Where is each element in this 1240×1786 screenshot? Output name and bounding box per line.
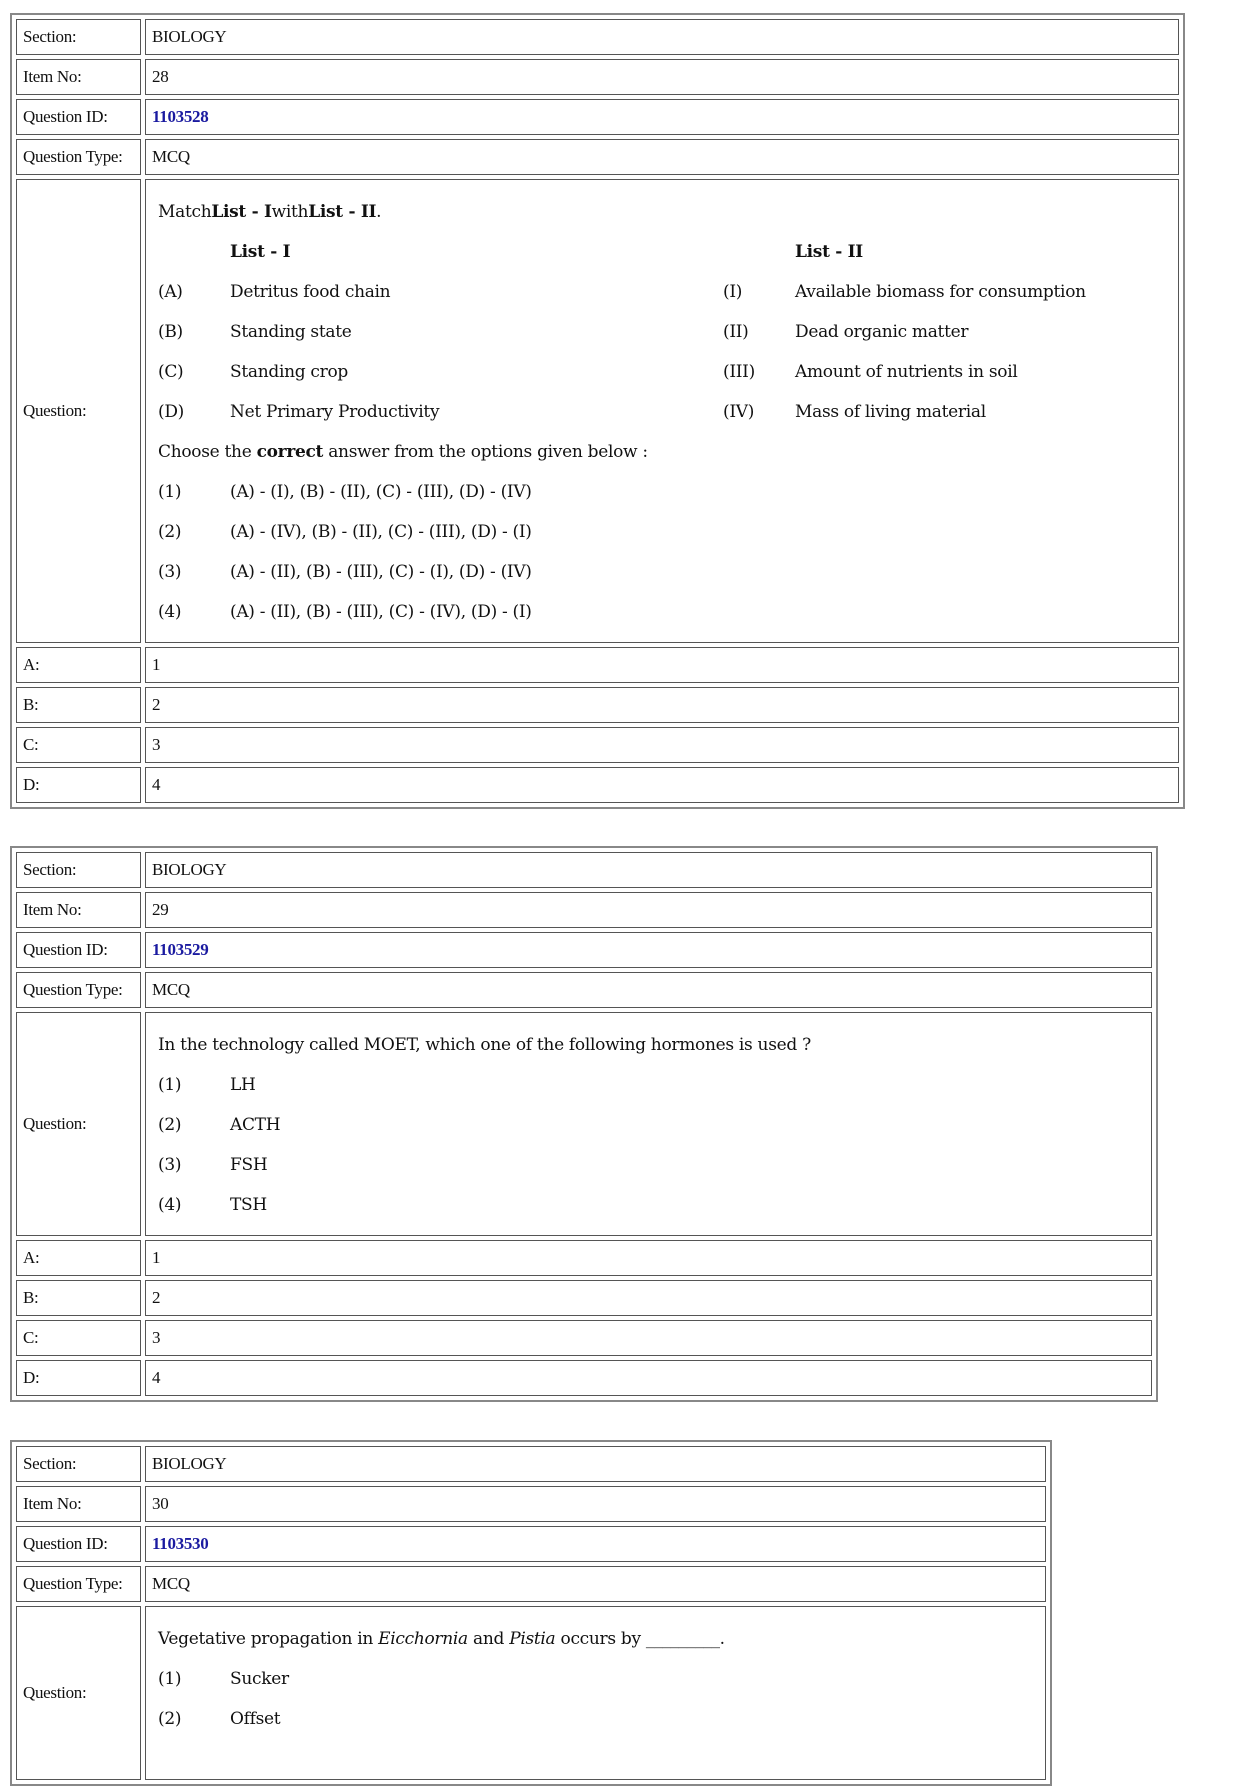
question-type-label: Question Type: — [16, 972, 141, 1008]
question-body — [145, 179, 1179, 643]
question-body — [145, 1606, 1046, 1780]
list1-header: List - I — [230, 242, 291, 262]
answer-c-value: 3 — [145, 727, 1179, 763]
option-4: (4) (A) - (II), (B) - (III), (C) - (IV), (D) - (I) — [158, 602, 532, 622]
question-type-value: MCQ — [145, 972, 1152, 1008]
question-card-30 — [10, 1440, 1052, 1786]
section-value: BIOLOGY — [145, 1446, 1046, 1482]
question-id-value: 1103530 — [145, 1526, 1046, 1562]
option-1: (1) Sucker — [158, 1669, 289, 1689]
question-intro: Match List - I with List - II . — [158, 202, 382, 222]
option-1: (1) (A) - (I), (B) - (II), (C) - (III), (D) - (IV) — [158, 482, 532, 502]
choose-instruction: Choose the correct answer from the options given below : — [158, 442, 648, 462]
match-row: (A) Detritus food chain (I) Available biomass for consumption — [158, 282, 1086, 302]
question-text: Vegetative propagation in Eicchornia and Pistia occurs by _________. — [158, 1629, 725, 1649]
option-4: (4) TSH — [158, 1195, 267, 1215]
option-2: (2) (A) - (IV), (B) - (II), (C) - (III), (D) - (I) — [158, 522, 532, 542]
item-no-label: Item No: — [16, 59, 141, 95]
answer-d-value: 4 — [145, 1360, 1152, 1396]
question-type-value: MCQ — [145, 139, 1179, 175]
match-row: (B) Standing state (II) Dead organic matter — [158, 322, 969, 342]
item-no-value: 28 — [145, 59, 1179, 95]
answer-c-label: C: — [16, 727, 141, 763]
item-no-label: Item No: — [16, 1486, 141, 1522]
option-3: (3) FSH — [158, 1155, 268, 1175]
question-type-label: Question Type: — [16, 139, 141, 175]
answer-b-label: B: — [16, 687, 141, 723]
answer-a-label: A: — [16, 647, 141, 683]
question-body — [145, 1012, 1152, 1236]
section-label: Section: — [16, 1446, 141, 1482]
answer-d-label: D: — [16, 767, 141, 803]
question-type-label: Question Type: — [16, 1566, 141, 1602]
question-label: Question: — [16, 1606, 141, 1780]
question-card-28 — [10, 13, 1185, 809]
option-2: (2) ACTH — [158, 1115, 281, 1135]
answer-c-label: C: — [16, 1320, 141, 1356]
list-headers — [158, 232, 1170, 272]
question-card-29 — [10, 846, 1158, 1402]
answer-a-value: 1 — [145, 647, 1179, 683]
question-type-value: MCQ — [145, 1566, 1046, 1602]
option-2: (2) Offset — [158, 1709, 281, 1729]
section-label: Section: — [16, 19, 141, 55]
answer-a-label: A: — [16, 1240, 141, 1276]
section-value: BIOLOGY — [145, 19, 1179, 55]
answer-c-value: 3 — [145, 1320, 1152, 1356]
question-id-label: Question ID: — [16, 99, 141, 135]
answer-b-value: 2 — [145, 687, 1179, 723]
answer-d-label: D: — [16, 1360, 141, 1396]
option-3: (3) (A) - (II), (B) - (III), (C) - (I), (D) - (IV) — [158, 562, 532, 582]
question-label: Question: — [16, 1012, 141, 1236]
item-no-value: 29 — [145, 892, 1152, 928]
question-id-value: 1103529 — [145, 932, 1152, 968]
answer-b-value: 2 — [145, 1280, 1152, 1316]
question-id-label: Question ID: — [16, 932, 141, 968]
section-label: Section: — [16, 852, 141, 888]
item-no-value: 30 — [145, 1486, 1046, 1522]
question-text: In the technology called MOET, which one of the following hormones is used ? — [158, 1035, 811, 1055]
option-1: (1) LH — [158, 1075, 256, 1095]
answer-a-value: 1 — [145, 1240, 1152, 1276]
answer-b-label: B: — [16, 1280, 141, 1316]
answer-d-value: 4 — [145, 767, 1179, 803]
match-row: (C) Standing crop (III) Amount of nutrients in soil — [158, 362, 1018, 382]
match-row: (D) Net Primary Productivity (IV) Mass of living material — [158, 402, 986, 422]
question-id-label: Question ID: — [16, 1526, 141, 1562]
list2-header: List - II — [795, 242, 863, 262]
item-no-label: Item No: — [16, 892, 141, 928]
question-label: Question: — [16, 179, 141, 643]
question-id-value: 1103528 — [145, 99, 1179, 135]
section-value: BIOLOGY — [145, 852, 1152, 888]
